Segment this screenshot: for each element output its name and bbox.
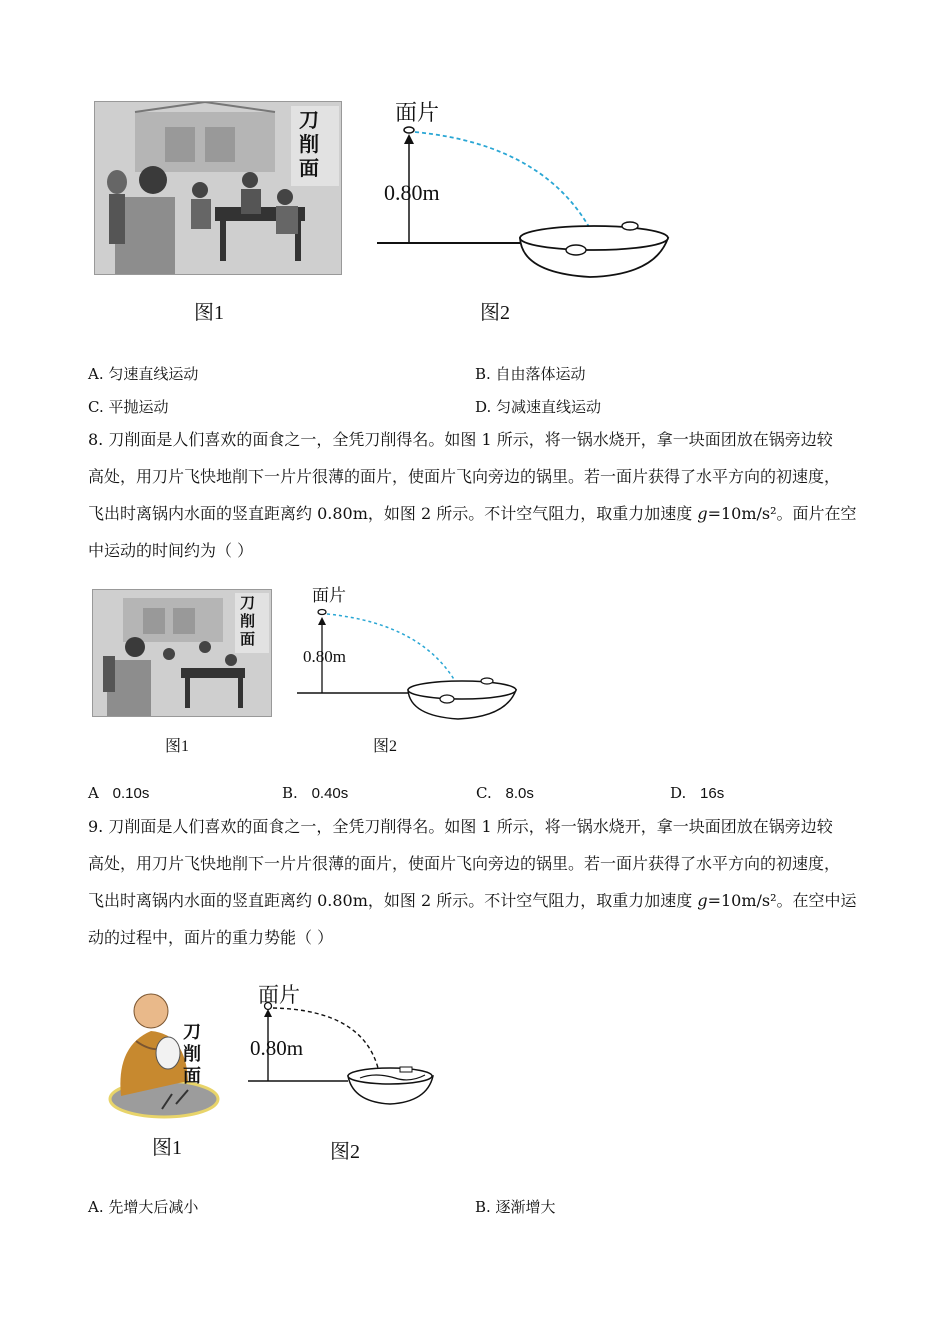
q8-option-d-letter: D. — [670, 784, 687, 802]
q7-option-c: C. 平抛运动 — [88, 398, 169, 416]
q9-fig1-label: 图1 — [152, 1137, 182, 1159]
q8-line-3 — [88, 495, 878, 532]
q9-height-label: 0.80m — [250, 1036, 304, 1060]
height-label-top: 0.80m — [384, 180, 440, 205]
q8-option-c-value: 8.0s — [505, 785, 534, 802]
q9-line-3 — [88, 882, 878, 919]
q9-fig2-label: 图2 — [330, 1141, 360, 1163]
chef-cartoon-image — [106, 986, 226, 1121]
q8-option-b-letter: B. — [282, 784, 298, 802]
q8-fig2-label: 图2 — [373, 738, 398, 755]
q8-line-1: 8. 刀削面是人们喜欢的面食之一，全凭刀削得名。如图 1 所示，将一锅水烧开，拿一块面团放在锅旁边较 — [88, 430, 833, 449]
q8-line-2: 高处，用刀片飞快地削下一片片很薄的面片，使面片飞向旁边的锅里。若一面片获得了水平方向的初速度， — [88, 467, 841, 486]
q8-option-b — [282, 784, 348, 802]
q9-option-b: B. 逐渐增大 — [475, 1198, 556, 1216]
q8-option-c — [476, 784, 534, 802]
q9-question-text — [88, 808, 878, 956]
q9-line-1: 9. 刀削面是人们喜欢的面食之一，全凭刀削得名。如图 1 所示，将一锅水烧开，拿一块面团放在锅旁边较 — [88, 817, 833, 836]
q8-height-label: 0.80m — [303, 647, 346, 666]
poster-title: 刀削面 — [299, 108, 319, 180]
q8-line-3-post: =10m/s²。面片在空 — [707, 504, 857, 523]
q9-g-symbol: g — [697, 891, 708, 910]
q9-poster-title: 刀削面 — [183, 1022, 201, 1087]
q8-option-c-letter: C. — [476, 784, 492, 802]
trajectory-diagram-top — [370, 90, 680, 280]
q9-piece-label: 面片 — [258, 983, 300, 1007]
poster-image-q8 — [92, 589, 272, 717]
q7-option-b: B. 自由落体运动 — [475, 365, 586, 383]
q8-option-a — [88, 784, 149, 802]
q8-g-symbol: g — [697, 504, 708, 523]
q8-fig1-label: 图1 — [165, 738, 190, 755]
q8-question-text — [88, 421, 878, 569]
q9-line-3-post: =10m/s²。在空中运 — [707, 891, 857, 910]
fig2-label-top: 图2 — [480, 302, 510, 324]
q9-line-2: 高处，用刀片飞快地削下一片片很薄的面片，使面片飞向旁边的锅里。若一面片获得了水平方向的初速度， — [88, 854, 841, 873]
q8-option-a-value: 0.10s — [112, 785, 150, 802]
q8-line-4: 中运动的时间约为（ ） — [88, 541, 254, 560]
trajectory-diagram-q9 — [245, 980, 445, 1115]
poster-image-top — [94, 101, 342, 275]
q7-option-d: D. 匀减速直线运动 — [475, 398, 602, 416]
trajectory-diagram-q8 — [292, 580, 527, 730]
q7-option-a: A. 匀速直线运动 — [88, 365, 199, 383]
q8-piece-label: 面片 — [312, 586, 346, 605]
q9-line-4: 动的过程中，面片的重力势能（ ） — [88, 928, 334, 947]
q8-option-b-value: 0.40s — [311, 785, 349, 802]
poster-title-q8: 刀削面 — [240, 594, 256, 648]
fig1-label-top: 图1 — [194, 302, 224, 324]
q8-option-a-letter: A — [88, 784, 99, 802]
q8-option-d — [670, 784, 724, 802]
q9-option-a: A. 先增大后减小 — [88, 1198, 199, 1216]
q8-option-d-value: 16s — [700, 785, 725, 802]
piece-label-top: 面片 — [395, 100, 440, 125]
q8-line-3-pre: 飞出时离锅内水面的竖直距离约 0.80m，如图 2 所示。不计空气阻力，取重力加速度 — [88, 504, 698, 523]
q9-line-3-pre: 飞出时离锅内水面的竖直距离约 0.80m，如图 2 所示。不计空气阻力，取重力加速度 — [88, 891, 698, 910]
